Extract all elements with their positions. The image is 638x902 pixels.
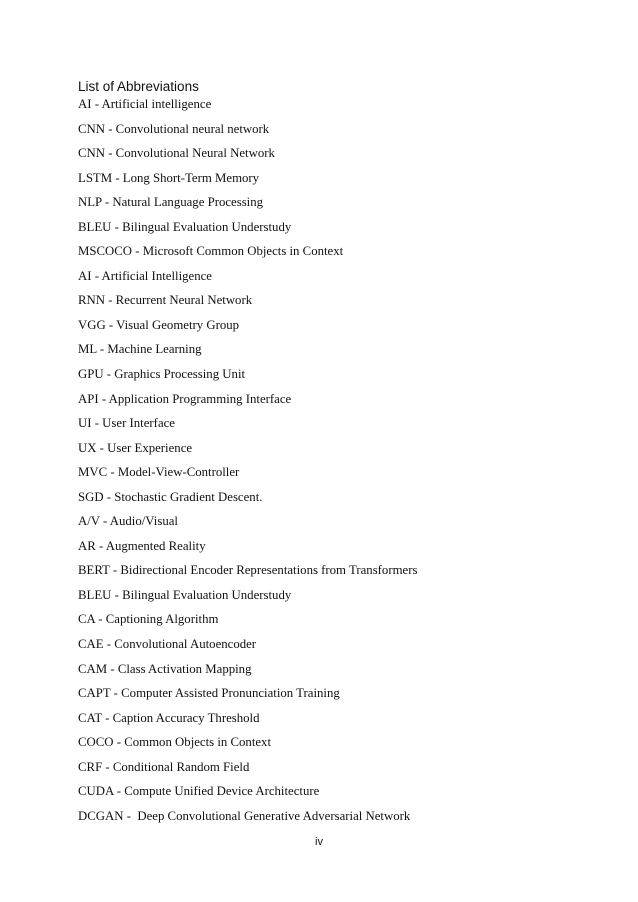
abbreviation-item: RNN - Recurrent Neural Network bbox=[78, 293, 253, 308]
abbreviation-item: LSTM - Long Short-Term Memory bbox=[78, 170, 260, 185]
section-heading: List of Abbreviations bbox=[78, 79, 199, 94]
abbreviation-item: AI - Artificial Intelligence bbox=[78, 268, 212, 283]
abbreviation-item: BLEU - Bilingual Evaluation Understudy bbox=[78, 587, 292, 602]
abbreviation-item: CUDA - Compute Unified Device Architecture bbox=[78, 784, 320, 799]
abbreviation-list bbox=[78, 92, 417, 828]
abbreviation-item: CAM - Class Activation Mapping bbox=[78, 661, 252, 676]
abbreviation-item: UI - User Interface bbox=[78, 416, 175, 431]
abbreviation-item: CNN - Convolutional Neural Network bbox=[78, 146, 275, 161]
abbreviation-item: VGG - Visual Geometry Group bbox=[78, 317, 240, 332]
abbreviation-item: AI - Artificial intelligence bbox=[78, 97, 212, 111]
abbreviation-item: NLP - Natural Language Processing bbox=[78, 195, 264, 210]
abbreviation-item: BLEU - Bilingual Evaluation Understudy bbox=[78, 219, 292, 234]
abbreviation-item: BERT - Bidirectional Encoder Representations from Transformers bbox=[78, 563, 418, 578]
abbreviation-item: CNN - Convolutional neural network bbox=[78, 121, 270, 136]
abbreviation-item: A/V - Audio/Visual bbox=[78, 514, 178, 529]
abbreviation-item: SGD - Stochastic Gradient Descent. bbox=[78, 489, 263, 504]
abbreviation-item: MVC - Model-View-Controller bbox=[78, 465, 240, 480]
abbreviation-item: CA - Captioning Algorithm bbox=[78, 612, 219, 627]
page-number: iv bbox=[315, 836, 323, 848]
abbreviation-item: MSCOCO - Microsoft Common Objects in Context bbox=[78, 244, 344, 259]
abbreviation-item: CAPT - Computer Assisted Pronunciation Training bbox=[78, 686, 340, 701]
abbreviation-item: UX - User Experience bbox=[78, 440, 193, 455]
abbreviation-item: CAT - Caption Accuracy Threshold bbox=[78, 710, 260, 725]
abbreviation-item: CAE - Convolutional Autoencoder bbox=[78, 637, 257, 652]
abbreviation-item: GPU - Graphics Processing Unit bbox=[78, 367, 246, 382]
abbreviation-item: CRF - Conditional Random Field bbox=[78, 759, 250, 774]
abbreviation-item: DCGAN - Deep Convolutional Generative Adversarial Network bbox=[78, 808, 411, 823]
abbreviation-item: AR - Augmented Reality bbox=[78, 538, 206, 553]
abbreviation-item: ML - Machine Learning bbox=[78, 342, 202, 357]
abbreviation-item: COCO - Common Objects in Context bbox=[78, 735, 272, 750]
abbreviation-item: API - Application Programming Interface bbox=[78, 391, 292, 406]
